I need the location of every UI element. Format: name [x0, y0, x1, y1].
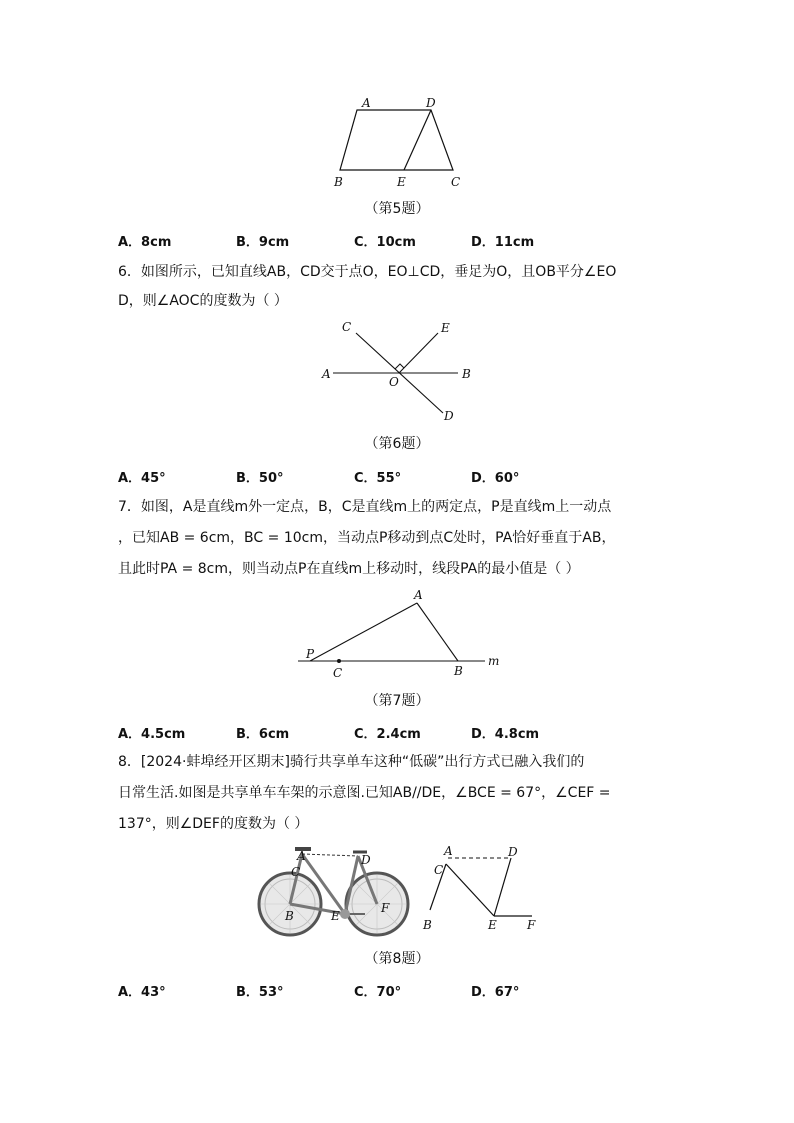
label-d: D [444, 409, 454, 423]
segment-ce [446, 864, 494, 916]
bicycle-illustration [255, 842, 415, 942]
question-7-line-1: 7．如图，A是直线m外一定点，B，C是直线m上的两定点，P是直线m上一动点 [118, 499, 612, 515]
bike-label-e: E [331, 909, 340, 923]
question-7-line-3: 且此时PA = 8cm，则当动点P在直线m上移动时，线段PA的最小值是（ ） [118, 561, 580, 577]
question-8-source-tag: 8．[2024·蚌埠经开区期末] [118, 754, 290, 770]
label-e: E [397, 175, 406, 189]
bicycle-drawing [255, 842, 415, 942]
bike-label-b: B [285, 909, 294, 923]
frame-schematic [418, 842, 548, 937]
label-c: C [434, 863, 444, 877]
label-b: B [462, 367, 471, 381]
label-a: A [444, 844, 453, 858]
label-c: C [342, 320, 352, 334]
label-p: P [306, 647, 315, 661]
label-d: D [426, 96, 436, 110]
label-a: A [322, 367, 331, 381]
segment-ab [417, 603, 458, 661]
choice-q6-a[interactable]: A．45° [118, 471, 166, 486]
figure-q7-diagram [290, 585, 510, 680]
caption-q5: （第5题） [364, 201, 430, 217]
question-8-line-1 [118, 753, 678, 771]
bike-label-a: A [297, 849, 306, 863]
label-c: C [451, 175, 461, 189]
question-8-line-1-text: 骑行共享单车这种“低碳”出行方式已融入我们的 [289, 754, 585, 770]
choice-q8-a[interactable]: A．43° [118, 985, 166, 1000]
label-a: A [362, 96, 371, 110]
label-c: C [333, 666, 343, 680]
question-6-line-2: D，则∠AOC的度数为（ ） [118, 293, 288, 309]
choice-q6-d[interactable]: D．60° [471, 471, 520, 486]
label-a: A [414, 588, 423, 602]
choice-q7-b[interactable]: B．6cm [236, 727, 290, 742]
question-8-line-2: 日常生活.如图是共享单车车架的示意图.已知AB//DE，∠BCE = 67°，∠CEF = [118, 785, 611, 801]
question-7-line-2: ，已知AB = 6cm，BC = 10cm，当动点P移动到点C处时，PA恰好垂直于AB， [118, 530, 616, 546]
choice-q8-c[interactable]: C．70° [354, 985, 402, 1000]
point-c [337, 659, 341, 663]
segment-de [494, 858, 511, 916]
label-d: D [508, 845, 518, 859]
parallelogram-abcd [340, 110, 453, 170]
bike-label-d: D [361, 853, 371, 867]
choice-q5-d[interactable]: D．11cm [471, 235, 535, 250]
label-b: B [334, 175, 343, 189]
figure-q5-diagram [320, 92, 480, 192]
segment-de [404, 110, 431, 170]
figure-q6-diagram [318, 318, 483, 428]
choice-q8-d[interactable]: D．67° [471, 985, 520, 1000]
label-b: B [423, 918, 432, 932]
figure-q5 [320, 92, 480, 192]
dashed-ad [302, 854, 358, 856]
caption-q7: （第7题） [364, 693, 430, 709]
ray-oe [399, 333, 438, 373]
choice-q6-b[interactable]: B．50° [236, 471, 284, 486]
label-e: E [441, 321, 450, 335]
figure-q6 [318, 318, 483, 428]
choice-q7-a[interactable]: A．4.5cm [118, 727, 186, 742]
label-o: O [389, 375, 399, 389]
question-6-line-1: 6．如图所示，已知直线AB，CD交于点O，EO⊥CD，垂足为O，且OB平分∠EO [118, 264, 617, 280]
bike-label-f: F [381, 901, 390, 915]
choice-q8-b[interactable]: B．53° [236, 985, 284, 1000]
figure-q7 [290, 585, 510, 680]
bike-label-c: C [291, 865, 301, 879]
choice-q5-b[interactable]: B．9cm [236, 235, 290, 250]
label-f: F [527, 918, 536, 932]
caption-q8: （第8题） [364, 951, 430, 967]
choice-q5-a[interactable]: A．8cm [118, 235, 172, 250]
caption-q6: （第6题） [364, 436, 430, 452]
label-b: B [454, 664, 463, 678]
choice-q7-d[interactable]: D．4.8cm [471, 727, 540, 742]
label-m: m [488, 654, 500, 668]
question-8-line-3: 137°，则∠DEF的度数为（ ） [118, 816, 309, 832]
right-angle-mark [395, 364, 404, 369]
segment-pa [310, 603, 417, 661]
choice-q6-c[interactable]: C．55° [354, 471, 402, 486]
frame-schematic-diagram [418, 842, 548, 937]
choice-q5-c[interactable]: C．10cm [354, 235, 416, 250]
label-e: E [488, 918, 497, 932]
crank [340, 909, 350, 919]
choice-q7-c[interactable]: C．2.4cm [354, 727, 421, 742]
